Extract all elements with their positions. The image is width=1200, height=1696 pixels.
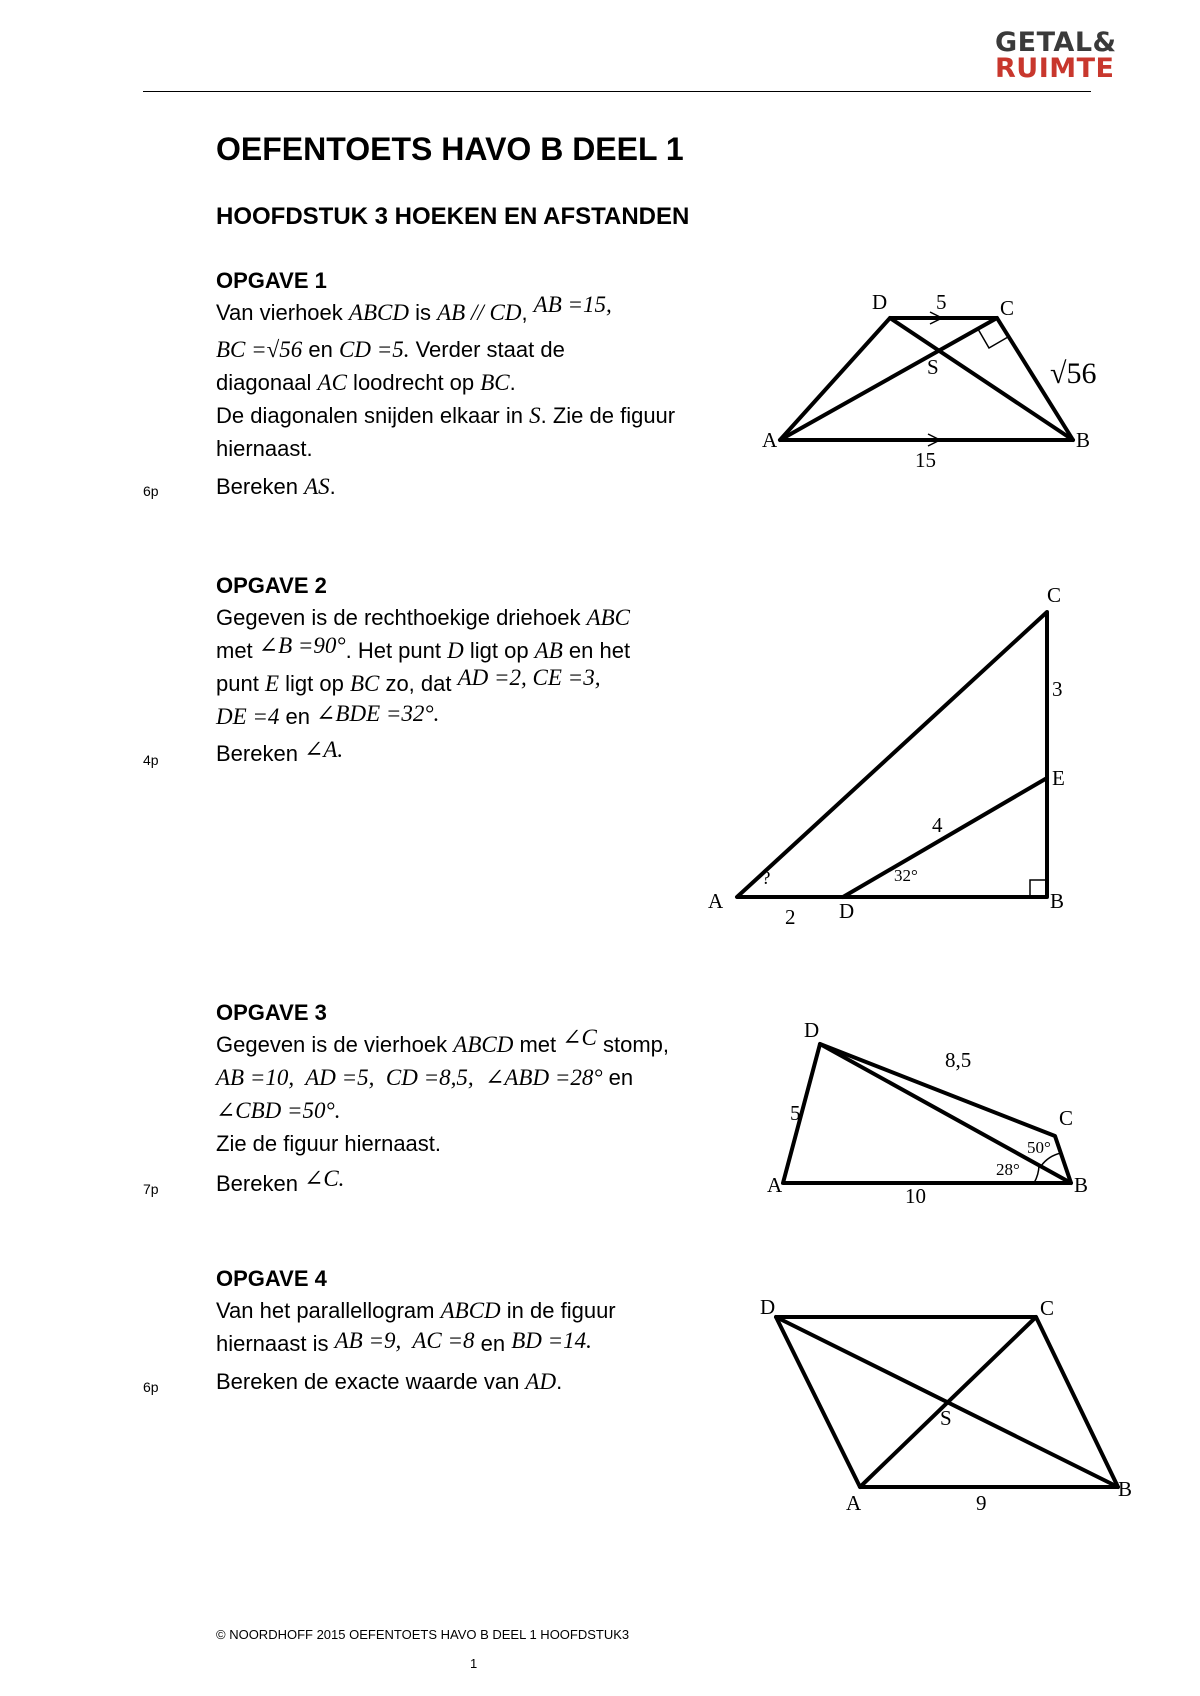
diagonal-ac [780, 318, 997, 440]
label-b: B [1074, 1173, 1089, 1197]
label-angle-cbd: 50° [1027, 1138, 1051, 1157]
label-ad-length: 2 [785, 905, 796, 929]
exercise-2-line-2: met ∠B =90°. Het punt D ligt op AB en het [216, 633, 631, 663]
label-ab-length: 10 [905, 1184, 926, 1208]
exercise-3-points: 7p [143, 1181, 159, 1197]
label-d: D [872, 290, 888, 314]
exercise-2-figure [700, 580, 1090, 940]
label-dc-length: 8,5 [945, 1048, 972, 1072]
logo-line-2: RUIMTE [995, 53, 1115, 84]
right-angle-marker [1030, 880, 1047, 897]
exercise-2-heading: OPGAVE 2 [216, 573, 327, 598]
quadrilateral-abcd [783, 1044, 1074, 1183]
segment-de [843, 778, 1047, 897]
exercise-1-line-1: Van vierhoek ABCD is AB // CD, AB =15, [216, 292, 612, 325]
exercise-2-task: Bereken ∠A. [216, 737, 344, 766]
exercise-3 [216, 998, 736, 1160]
label-a: A [708, 889, 724, 913]
exercise-1-points: 6p [143, 483, 159, 499]
label-cd-length: 5 [936, 290, 947, 314]
header-rule [143, 91, 1091, 92]
exercise-3-line-3: ∠CBD =50°. [216, 1098, 341, 1123]
exercise-4-figure [750, 1290, 1133, 1520]
exercise-2-line-4: DE =4 en ∠BDE =32°. [216, 701, 440, 729]
exercise-1-line-3: diagonaal AC loodrecht op BC. [216, 370, 516, 395]
label-de-length: 4 [932, 813, 943, 837]
triangle-abc [737, 612, 1047, 897]
exercise-2-line-1: Gegeven is de rechthoekige driehoek ABC [216, 605, 631, 630]
exercise-2 [216, 571, 736, 733]
label-angle-bde: 32° [894, 866, 918, 885]
label-b: B [1118, 1477, 1133, 1501]
exercise-3-figure [750, 1020, 1090, 1210]
exercise-4-line-1: Van het parallellogram ABCD in de figuur [216, 1298, 616, 1323]
label-c: C [1000, 296, 1015, 320]
label-e: E [1052, 766, 1065, 790]
label-s: S [927, 355, 939, 379]
footer-copyright: © NOORDHOFF 2015 OEFENTOETS HAVO B DEEL 1 HOOFDSTUK3 [216, 1627, 630, 1642]
angle-arc-28 [1034, 1165, 1039, 1183]
exercise-2-line-3: punt E ligt op BC zo, dat AD =2, CE =3, [216, 665, 601, 696]
exercise-1-task: Bereken AS. [216, 474, 336, 499]
label-angle-a-unknown: ? [762, 868, 771, 889]
diagonal-bd [776, 1317, 1118, 1487]
exercise-3-line-1: Gegeven is de vierhoek ABCD met ∠C stomp, [216, 1025, 669, 1057]
exercise-1-line-2: BC =√56 en CD =5. Verder staat de [216, 337, 565, 362]
label-ab-length: 15 [915, 448, 936, 472]
label-angle-abd: 28° [996, 1160, 1020, 1179]
label-c: C [1059, 1106, 1074, 1130]
label-ce-length: 3 [1052, 677, 1063, 701]
exercise-2-points: 4p [143, 752, 159, 768]
label-a: A [767, 1173, 783, 1197]
label-a: A [846, 1491, 862, 1515]
label-a: A [762, 428, 778, 452]
label-d: D [839, 899, 855, 923]
exercise-1-heading: OPGAVE 1 [216, 268, 327, 293]
label-s: S [940, 1406, 952, 1430]
publisher-logo [995, 27, 1117, 84]
exercise-3-line-2: AB =10, AD =5, CD =8,5, ∠ABD =28° en [216, 1065, 634, 1090]
exercise-4-line-2: hiernaast is AB =9, AC =8 en BD =14. [216, 1328, 592, 1356]
chapter-title: HOOFDSTUK 3 HOEKEN EN AFSTANDEN [216, 203, 690, 230]
exercise-4-heading: OPGAVE 4 [216, 1266, 327, 1291]
label-d: D [804, 1018, 820, 1042]
exercise-3-line-4: Zie de figuur hiernaast. [216, 1131, 442, 1156]
exercise-1-line-5: hiernaast. [216, 436, 313, 461]
exercise-4-task: Bereken de exacte waarde van AD. [216, 1369, 563, 1394]
document-title: OEFENTOETS HAVO B DEEL 1 [216, 131, 684, 167]
label-d: D [760, 1295, 776, 1319]
label-b: B [1076, 428, 1091, 452]
label-c: C [1040, 1296, 1055, 1320]
label-c: C [1047, 583, 1062, 607]
label-ab-length: 9 [976, 1491, 987, 1515]
exercise-1-line-4: De diagonalen snijden elkaar in S. Zie de figuur [216, 403, 676, 428]
exercise-4-points: 6p [143, 1379, 159, 1395]
label-bc-length: √56 [1050, 357, 1097, 390]
exercise-3-heading: OPGAVE 3 [216, 1000, 327, 1025]
label-ad-length: 5 [790, 1101, 801, 1125]
label-b: B [1050, 889, 1065, 913]
trapezium-outline [780, 318, 1073, 440]
page-number: 1 [470, 1656, 478, 1671]
exercise-3-task: Bereken ∠C. [216, 1166, 345, 1196]
exercise-1 [216, 266, 736, 465]
logo-line-1: GETAL& [995, 27, 1117, 58]
exercise-1-figure [750, 285, 1110, 475]
exercise-4 [216, 1264, 736, 1360]
